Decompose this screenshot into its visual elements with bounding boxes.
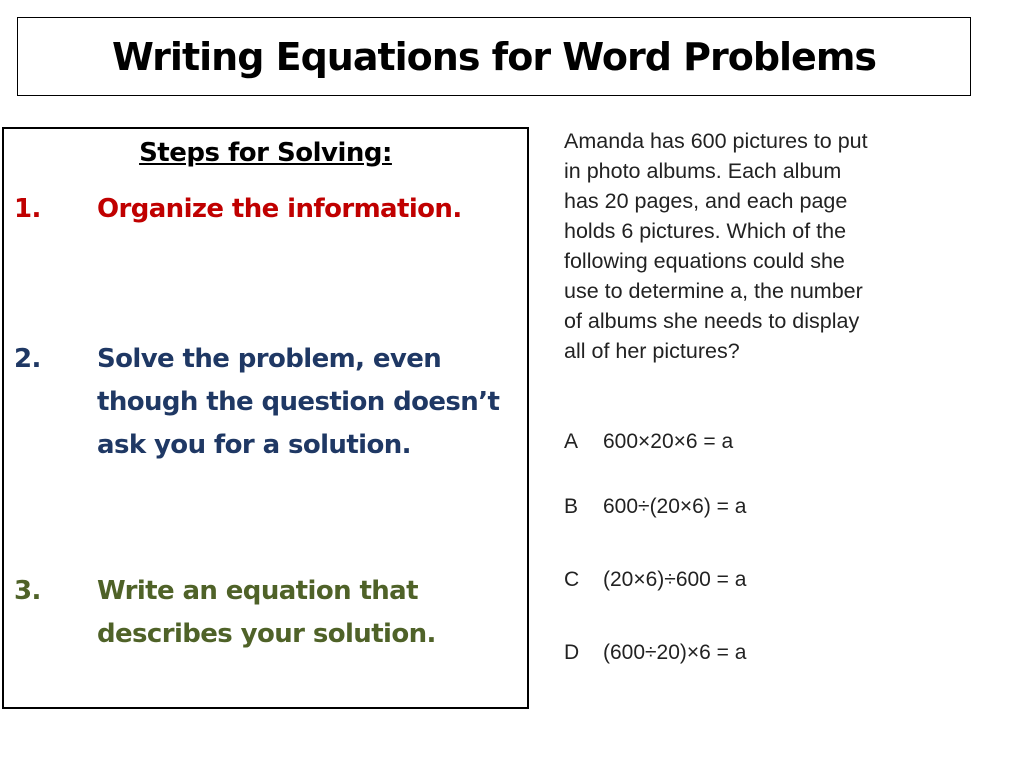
word-problem: [564, 126, 944, 366]
step-text: Organize the information.: [97, 194, 462, 224]
step-number: 2.: [14, 344, 41, 374]
choice-letter: C: [564, 568, 580, 591]
problem-line: has 20 pages, and each page: [564, 189, 848, 213]
step-item-2: [14, 338, 519, 513]
choice-expression: (600÷20)×6 = a: [603, 641, 747, 664]
answer-choice-a: [564, 425, 864, 459]
steps-panel: [2, 127, 529, 709]
choice-expression: 600÷(20×6) = a: [603, 495, 747, 518]
problem-line: of albums she needs to display: [564, 309, 860, 333]
choice-letter: A: [564, 430, 579, 453]
slide-title-box: [17, 17, 971, 96]
choice-expression: (20×6)÷600 = a: [603, 568, 747, 591]
step-number: 1.: [14, 194, 41, 224]
choice-letter: B: [564, 495, 579, 518]
step-text: Solve the problem, even though the question doesn’t ask you for a solution.: [97, 344, 500, 460]
step-item-3: [14, 570, 519, 660]
answer-choice-b: [564, 490, 864, 524]
problem-line: use to determine a, the number: [564, 279, 863, 303]
problem-line: Amanda has 600 pictures to put: [564, 129, 868, 153]
choice-expression: 600×20×6 = a: [603, 430, 734, 453]
step-number: 3.: [14, 576, 41, 606]
problem-line: in photo albums. Each album: [564, 159, 842, 183]
problem-line: all of her pictures?: [564, 339, 740, 363]
slide-title: Writing Equations for Word Problems: [111, 34, 877, 79]
answer-choice-c: [564, 563, 864, 597]
step-item-1: [14, 188, 519, 278]
choice-letter: D: [564, 641, 580, 664]
steps-heading: Steps for Solving:: [139, 138, 392, 168]
problem-line: holds 6 pictures. Which of the: [564, 219, 847, 243]
problem-line: following equations could she: [564, 249, 845, 273]
step-text: Write an equation that describes your solution.: [97, 576, 436, 649]
answer-choice-d: [564, 636, 864, 670]
